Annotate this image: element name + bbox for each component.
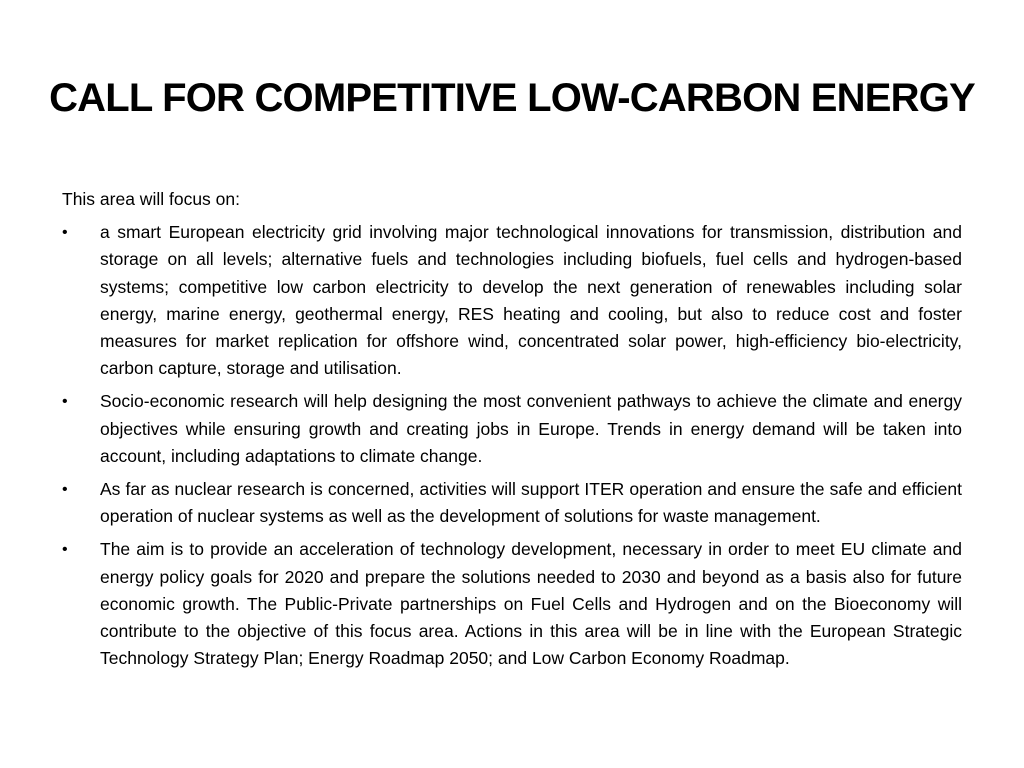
bullet-marker: •: [62, 481, 68, 499]
bullet-marker: •: [62, 393, 68, 411]
bullet-text: As far as nuclear research is concerned, activities will support ITER operation and ensure the safe and efficient operation of nuclear systems as well as the development of solutions for waste management.: [100, 479, 962, 527]
bullet-text: The aim is to provide an acceleration of technology development, necessary in order to meet EU climate and energy policy goals for 2020 and prepare the solutions needed to 2030 and beyond as a basis also for future economic growth. The Public-Private partnerships on Fuel Cells and Hydrogen and on the Bioeconomy will contribute to the objective of this focus area. Actions in this area will be in line with the European Strategic Technology Strategy Plan; Energy Roadmap 2050; and Low Carbon Economy Roadmap.: [100, 539, 962, 669]
bullet-text: Socio-economic research will help designing the most convenient pathways to achieve the climate and energy objectives while ensuring growth and creating jobs in Europe. Trends in energy demand will be taken into account, including adaptations to climate change.: [100, 391, 962, 466]
bullet-item: [62, 536, 962, 672]
bullet-list: [62, 219, 962, 672]
intro-text: This area will focus on:: [62, 189, 240, 209]
bullet-item: [62, 388, 962, 470]
slide-body: [62, 186, 962, 678]
bullet-marker: •: [62, 541, 68, 559]
slide-title: CALL FOR COMPETITIVE LOW-CARBON ENERGY: [49, 76, 975, 120]
bullet-text: a smart European electricity grid involving major technological innovations for transmission, distribution and storage on all levels; alternative fuels and technologies including biofuels, fuel cells and hydrogen-based systems; competitive low carbon electricity to develop the next generation of renewables including solar energy, marine energy, geothermal energy, RES heating and cooling, but also to reduce cost and foster measures for market replication for offshore wind, concentrated solar power, high-efficiency bio-electricity, carbon capture, storage and utilisation.: [100, 222, 962, 379]
bullet-marker: •: [62, 224, 68, 242]
bullet-item: [62, 219, 962, 382]
bullet-item: [62, 476, 962, 530]
